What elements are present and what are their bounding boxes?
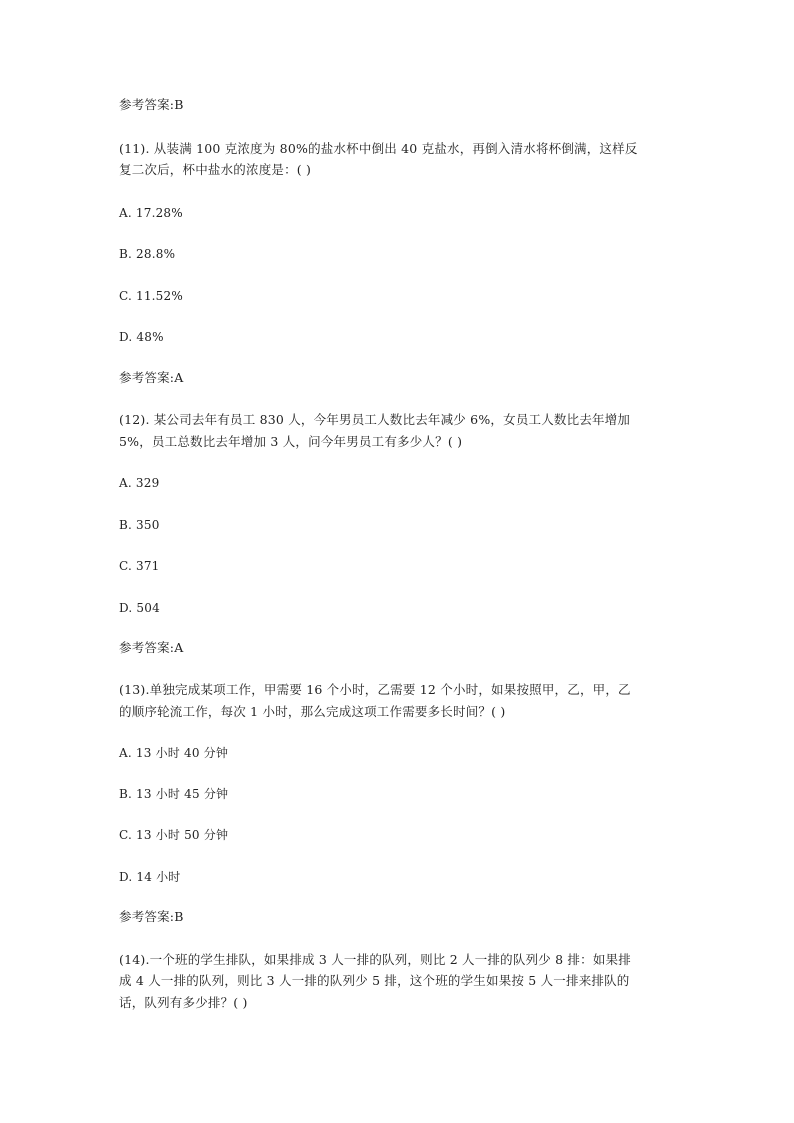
question-14-line-2: 成 4 人一排的队列，则比 3 人一排的队列少 5 排，这个班的学生如果按 5 人一排来排队的 — [119, 973, 630, 988]
answer-line: 参考答案:A — [119, 370, 184, 385]
option-b: B. 28.8% — [119, 247, 176, 261]
option-a: A. 13 小时 40 分钟 — [119, 746, 229, 760]
answer-line: 参考答案:B — [119, 97, 184, 112]
question-13-line-2: 的顺序轮流工作，每次 1 小时，那么完成这项工作需要多长时间？( ) — [119, 704, 506, 719]
option-a: A. 17.28% — [119, 206, 183, 220]
question-14-line-3: 话，队列有多少排？( ) — [119, 995, 248, 1010]
question-12-line-2: 5%，员工总数比去年增加 3 人，问今年男员工有多少人？( ) — [119, 434, 463, 449]
question-11-line-1: (11). 从装满 100 克浓度为 80%的盐水杯中倒出 40 克盐水，再倒入清水将杯倒满，这样反 — [119, 141, 638, 156]
option-b: B. 13 小时 45 分钟 — [119, 787, 229, 801]
option-c: C. 11.52% — [119, 289, 183, 303]
option-a: A. 329 — [119, 476, 160, 490]
question-11-line-2: 复二次后，杯中盐水的浓度是：( ) — [119, 162, 312, 177]
question-14-line-1: (14).一个班的学生排队，如果排成 3 人一排的队列，则比 2 人一排的队列少 8 排：如果排 — [119, 952, 631, 967]
option-c: C. 371 — [119, 559, 160, 573]
question-13-line-1: (13).单独完成某项工作，甲需要 16 个小时，乙需要 12 个小时，如果按照甲，乙，甲，乙 — [119, 682, 631, 697]
option-b: B. 350 — [119, 518, 160, 532]
question-12-line-1: (12). 某公司去年有员工 830 人，今年男员工人数比去年减少 6%，女员工人数比去年增加 — [119, 412, 631, 427]
option-d: D. 504 — [119, 601, 160, 615]
answer-line: 参考答案:B — [119, 909, 184, 924]
option-c: C. 13 小时 50 分钟 — [119, 828, 229, 842]
option-d: D. 48% — [119, 330, 164, 344]
answer-line: 参考答案:A — [119, 640, 184, 655]
option-d: D. 14 小时 — [119, 870, 181, 884]
